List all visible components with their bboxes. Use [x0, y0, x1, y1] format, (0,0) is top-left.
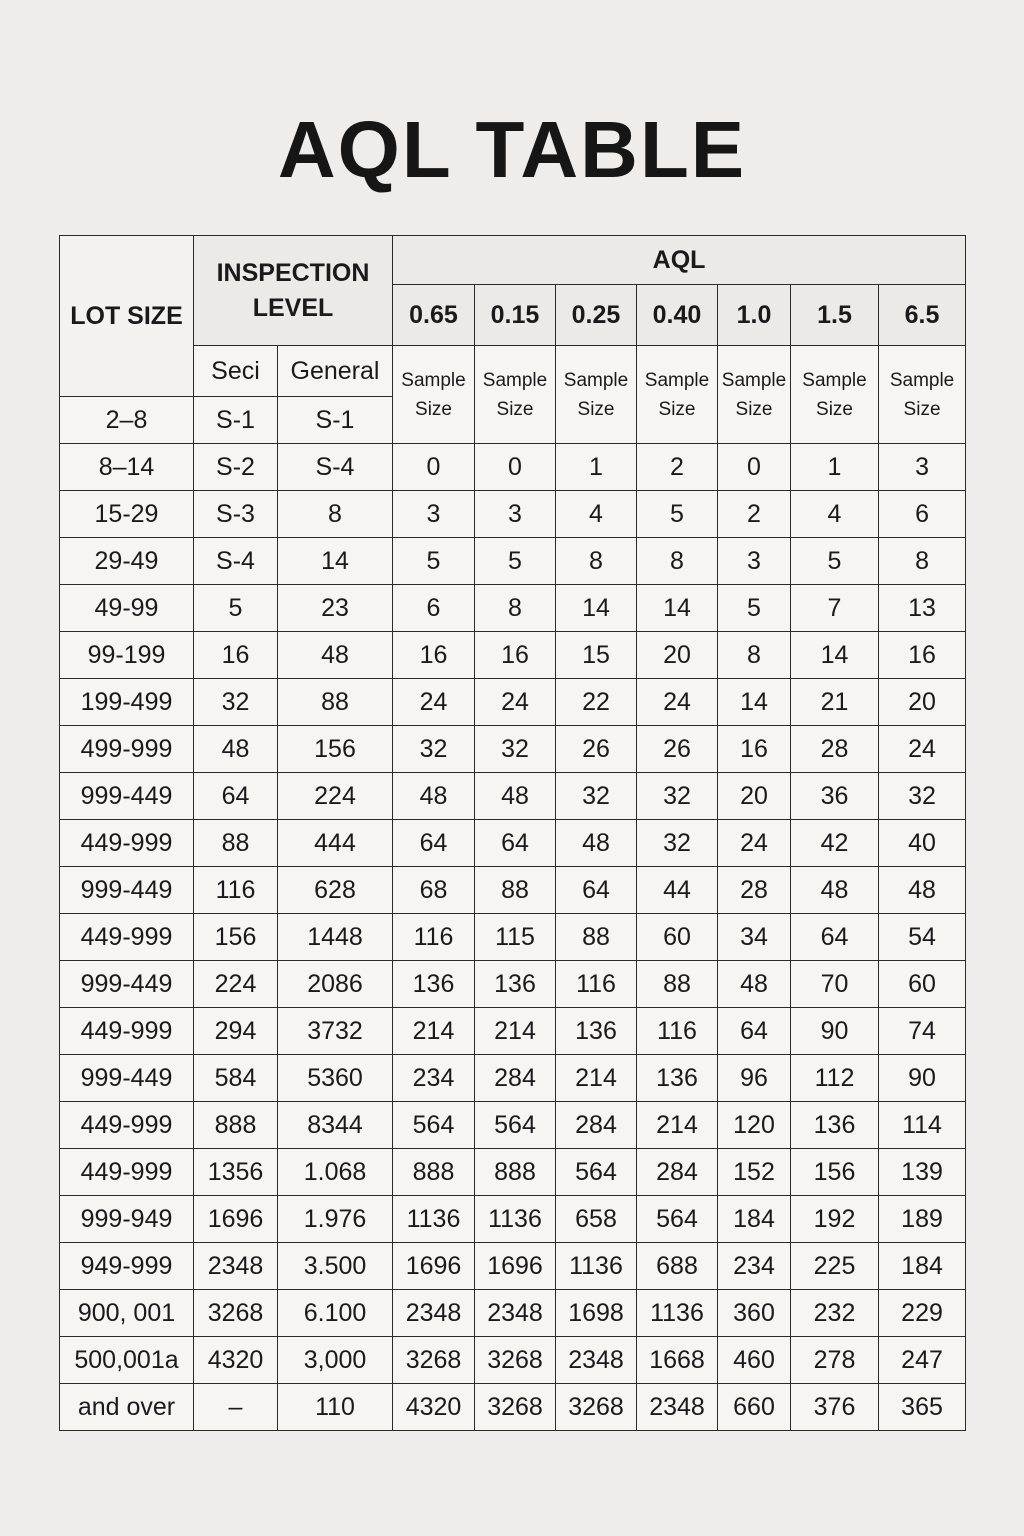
special-level-cell: S-2 [194, 444, 278, 491]
sample-size-cell: 88 [637, 961, 718, 1008]
lot-size-cell: and over [60, 1384, 194, 1431]
sample-size-header: Sample Size [393, 346, 475, 444]
sample-size-cell: 1136 [556, 1243, 637, 1290]
sample-size-cell: 48 [718, 961, 791, 1008]
sample-size-cell: 2348 [393, 1290, 475, 1337]
sample-size-cell: 24 [393, 679, 475, 726]
lot-size-cell: 499-999 [60, 726, 194, 773]
sample-size-cell: 1136 [637, 1290, 718, 1337]
special-level-cell: – [194, 1384, 278, 1431]
lot-size-cell: 500,001a [60, 1337, 194, 1384]
sample-size-cell: 3268 [475, 1384, 556, 1431]
sample-size-cell: 28 [718, 867, 791, 914]
aql-value-header: 0.40 [637, 285, 718, 346]
lot-size-cell: 999-449 [60, 961, 194, 1008]
general-level-cell: 1.976 [278, 1196, 393, 1243]
lot-size-cell: 29-49 [60, 538, 194, 585]
general-level-cell: 48 [278, 632, 393, 679]
sample-size-header: Sample Size [718, 346, 791, 444]
sample-size-cell: 15 [556, 632, 637, 679]
sample-size-cell: 1136 [475, 1196, 556, 1243]
lot-size-cell: 449-999 [60, 1149, 194, 1196]
sample-size-cell: 3268 [556, 1384, 637, 1431]
sample-size-cell: 214 [556, 1055, 637, 1102]
header-row-3 [60, 346, 966, 397]
table-row [60, 538, 966, 585]
sample-size-cell: 189 [879, 1196, 966, 1243]
sample-size-cell: 660 [718, 1384, 791, 1431]
sample-size-cell: 8 [718, 632, 791, 679]
sample-size-cell: 70 [791, 961, 879, 1008]
sample-size-cell: 8 [879, 538, 966, 585]
general-level-cell: 6.100 [278, 1290, 393, 1337]
sample-size-cell: 3268 [393, 1337, 475, 1384]
sample-size-cell: 6 [393, 585, 475, 632]
sample-size-cell: 8 [475, 585, 556, 632]
lot-size-cell: 999-449 [60, 867, 194, 914]
lot-size-cell: 2–8 [60, 397, 194, 444]
sample-size-cell: 564 [475, 1102, 556, 1149]
sample-size-cell: 116 [556, 961, 637, 1008]
general-level-cell: 8 [278, 491, 393, 538]
general-level-header: General [278, 346, 393, 397]
aql-table [59, 235, 966, 1431]
aql-value-header: 0.65 [393, 285, 475, 346]
special-level-cell: 64 [194, 773, 278, 820]
sample-size-cell: 4 [556, 491, 637, 538]
sample-size-cell: 14 [718, 679, 791, 726]
header-row-1 [60, 236, 966, 285]
sample-size-cell: 16 [393, 632, 475, 679]
sample-size-cell: 184 [879, 1243, 966, 1290]
general-level-cell: 1448 [278, 914, 393, 961]
general-level-cell: 88 [278, 679, 393, 726]
sample-size-cell: 26 [556, 726, 637, 773]
sample-size-cell: 2348 [556, 1337, 637, 1384]
sample-size-cell: 1136 [393, 1196, 475, 1243]
table-row [60, 632, 966, 679]
sample-size-cell: 16 [718, 726, 791, 773]
sample-size-cell: 5 [791, 538, 879, 585]
sample-size-cell: 74 [879, 1008, 966, 1055]
sample-size-cell: 564 [556, 1149, 637, 1196]
sample-size-cell: 152 [718, 1149, 791, 1196]
sample-size-cell: 688 [637, 1243, 718, 1290]
sample-size-header: Sample Size [475, 346, 556, 444]
sample-size-cell: 360 [718, 1290, 791, 1337]
sample-size-cell: 0 [475, 444, 556, 491]
special-level-cell: 88 [194, 820, 278, 867]
special-level-cell: 32 [194, 679, 278, 726]
special-level-cell: S-1 [194, 397, 278, 444]
sample-size-cell: 232 [791, 1290, 879, 1337]
general-level-cell: 156 [278, 726, 393, 773]
sample-size-cell: 24 [475, 679, 556, 726]
special-level-cell: 224 [194, 961, 278, 1008]
sample-size-cell: 3 [475, 491, 556, 538]
lot-size-cell: 449-999 [60, 820, 194, 867]
aql-value-header: 1.5 [791, 285, 879, 346]
sample-size-cell: 888 [393, 1149, 475, 1196]
sample-size-cell: 1668 [637, 1337, 718, 1384]
special-level-cell: 1356 [194, 1149, 278, 1196]
general-level-cell: 3732 [278, 1008, 393, 1055]
general-level-cell: S-4 [278, 444, 393, 491]
lot-size-cell: 449-999 [60, 1102, 194, 1149]
general-level-cell: 14 [278, 538, 393, 585]
lot-size-header: LOT SIZE [60, 236, 194, 397]
table-row [60, 491, 966, 538]
sample-size-cell: 3 [879, 444, 966, 491]
general-level-cell: 110 [278, 1384, 393, 1431]
sample-size-cell: 48 [556, 820, 637, 867]
special-level-cell: 48 [194, 726, 278, 773]
general-level-cell: 3,000 [278, 1337, 393, 1384]
sample-size-cell: 42 [791, 820, 879, 867]
sample-size-cell: 564 [393, 1102, 475, 1149]
lot-size-cell: 999-449 [60, 1055, 194, 1102]
sample-size-cell: 2348 [637, 1384, 718, 1431]
special-level-cell: 584 [194, 1055, 278, 1102]
lot-size-cell: 949-999 [60, 1243, 194, 1290]
sample-size-cell: 64 [718, 1008, 791, 1055]
sample-size-cell: 48 [393, 773, 475, 820]
special-level-cell: 116 [194, 867, 278, 914]
sample-size-cell: 8 [556, 538, 637, 585]
sample-size-header: Sample Size [637, 346, 718, 444]
sample-size-cell: 1696 [475, 1243, 556, 1290]
sample-size-header: Sample Size [791, 346, 879, 444]
special-level-cell: S-3 [194, 491, 278, 538]
sample-size-cell: 888 [475, 1149, 556, 1196]
table-row [60, 1337, 966, 1384]
aql-value-header: 0.15 [475, 285, 556, 346]
sample-size-cell: 2 [637, 444, 718, 491]
sample-size-cell: 20 [637, 632, 718, 679]
special-level-cell: 5 [194, 585, 278, 632]
table-row [60, 1008, 966, 1055]
sample-size-cell: 60 [637, 914, 718, 961]
sample-size-cell: 3 [718, 538, 791, 585]
sample-size-cell: 234 [718, 1243, 791, 1290]
sample-size-cell: 48 [791, 867, 879, 914]
sample-size-cell: 22 [556, 679, 637, 726]
sample-size-cell: 116 [637, 1008, 718, 1055]
sample-size-cell: 247 [879, 1337, 966, 1384]
sample-size-cell: 4 [791, 491, 879, 538]
sample-size-cell: 278 [791, 1337, 879, 1384]
table-row [60, 1290, 966, 1337]
sample-size-cell: 14 [791, 632, 879, 679]
sample-size-cell: 21 [791, 679, 879, 726]
special-level-cell: S-4 [194, 538, 278, 585]
sample-size-cell: 5 [475, 538, 556, 585]
general-level-cell: 5360 [278, 1055, 393, 1102]
sample-size-cell: 136 [475, 961, 556, 1008]
sample-size-cell: 0 [393, 444, 475, 491]
table-row [60, 1243, 966, 1290]
sample-size-cell: 2 [718, 491, 791, 538]
sample-size-cell: 28 [791, 726, 879, 773]
sample-size-cell: 234 [393, 1055, 475, 1102]
general-level-cell: 444 [278, 820, 393, 867]
table-row [60, 820, 966, 867]
sample-size-cell: 1696 [393, 1243, 475, 1290]
sample-size-cell: 225 [791, 1243, 879, 1290]
table-row [60, 726, 966, 773]
special-level-cell: 294 [194, 1008, 278, 1055]
sample-size-cell: 48 [475, 773, 556, 820]
table-row [60, 1055, 966, 1102]
sample-size-cell: 139 [879, 1149, 966, 1196]
sample-size-header: Sample Size [556, 346, 637, 444]
sample-size-cell: 5 [637, 491, 718, 538]
special-level-cell: 4320 [194, 1337, 278, 1384]
sample-size-cell: 32 [393, 726, 475, 773]
table-row [60, 773, 966, 820]
sample-size-cell: 36 [791, 773, 879, 820]
table-row [60, 867, 966, 914]
sample-size-cell: 13 [879, 585, 966, 632]
sample-size-cell: 114 [879, 1102, 966, 1149]
table-row [60, 1149, 966, 1196]
sample-size-cell: 44 [637, 867, 718, 914]
lot-size-cell: 449-999 [60, 914, 194, 961]
sample-size-cell: 88 [475, 867, 556, 914]
special-level-cell: 2348 [194, 1243, 278, 1290]
sample-size-cell: 54 [879, 914, 966, 961]
sample-size-cell: 20 [718, 773, 791, 820]
sample-size-cell: 115 [475, 914, 556, 961]
sample-size-cell: 136 [556, 1008, 637, 1055]
sample-size-cell: 32 [637, 773, 718, 820]
table-row [60, 961, 966, 1008]
sample-size-cell: 284 [475, 1055, 556, 1102]
sample-size-cell: 88 [556, 914, 637, 961]
aql-table-body [60, 444, 966, 1431]
sample-size-cell: 0 [718, 444, 791, 491]
lot-size-cell: 15-29 [60, 491, 194, 538]
sample-size-cell: 16 [879, 632, 966, 679]
general-level-cell: 2086 [278, 961, 393, 1008]
sample-size-cell: 156 [791, 1149, 879, 1196]
sample-size-cell: 284 [637, 1149, 718, 1196]
sample-size-cell: 136 [393, 961, 475, 1008]
general-level-cell: 3.500 [278, 1243, 393, 1290]
page-title: AQL TABLE [277, 105, 747, 194]
sample-size-cell: 68 [393, 867, 475, 914]
table-row [60, 585, 966, 632]
sample-size-cell: 32 [475, 726, 556, 773]
table-row [60, 1384, 966, 1431]
special-level-cell: 1696 [194, 1196, 278, 1243]
lot-size-cell: 8–14 [60, 444, 194, 491]
sample-size-cell: 8 [637, 538, 718, 585]
lot-size-cell: 49-99 [60, 585, 194, 632]
lot-size-cell: 199-499 [60, 679, 194, 726]
sample-size-cell: 214 [637, 1102, 718, 1149]
table-row [60, 679, 966, 726]
sample-size-cell: 658 [556, 1196, 637, 1243]
sample-size-cell: 40 [879, 820, 966, 867]
table-row [60, 1102, 966, 1149]
sample-size-cell: 64 [475, 820, 556, 867]
sample-size-cell: 112 [791, 1055, 879, 1102]
sample-size-cell: 229 [879, 1290, 966, 1337]
sample-size-cell: 48 [879, 867, 966, 914]
sample-size-cell: 64 [393, 820, 475, 867]
general-level-cell: 23 [278, 585, 393, 632]
sample-size-cell: 1 [556, 444, 637, 491]
sample-size-cell: 64 [791, 914, 879, 961]
sample-size-cell: 214 [393, 1008, 475, 1055]
lot-size-cell: 999-449 [60, 773, 194, 820]
lot-size-cell: 99-199 [60, 632, 194, 679]
aql-value-header: 6.5 [879, 285, 966, 346]
aql-header: AQL [393, 236, 966, 285]
sample-size-cell: 460 [718, 1337, 791, 1384]
sample-size-cell: 1698 [556, 1290, 637, 1337]
sample-size-cell: 365 [879, 1384, 966, 1431]
special-level-cell: 888 [194, 1102, 278, 1149]
sample-size-cell: 120 [718, 1102, 791, 1149]
table-row [60, 1196, 966, 1243]
sample-size-cell: 4320 [393, 1384, 475, 1431]
sample-size-cell: 1 [791, 444, 879, 491]
aql-value-header: 1.0 [718, 285, 791, 346]
sample-size-cell: 14 [556, 585, 637, 632]
sample-size-cell: 3268 [475, 1337, 556, 1384]
general-level-cell: 1.068 [278, 1149, 393, 1196]
sample-size-cell: 6 [879, 491, 966, 538]
sample-size-cell: 64 [556, 867, 637, 914]
sample-size-cell: 3 [393, 491, 475, 538]
general-level-cell: 628 [278, 867, 393, 914]
lot-size-cell: 999-949 [60, 1196, 194, 1243]
sample-size-cell: 214 [475, 1008, 556, 1055]
lot-size-cell: 449-999 [60, 1008, 194, 1055]
sample-size-cell: 5 [718, 585, 791, 632]
general-level-cell: 8344 [278, 1102, 393, 1149]
sample-size-cell: 7 [791, 585, 879, 632]
special-level-header: Seci [194, 346, 278, 397]
sample-size-cell: 32 [556, 773, 637, 820]
sample-size-cell: 564 [637, 1196, 718, 1243]
sample-size-cell: 14 [637, 585, 718, 632]
table-row [60, 914, 966, 961]
inspection-level-header: INSPECTION LEVEL [194, 236, 393, 346]
sample-size-cell: 136 [791, 1102, 879, 1149]
sample-size-cell: 16 [475, 632, 556, 679]
sample-size-cell: 34 [718, 914, 791, 961]
sample-size-cell: 184 [718, 1196, 791, 1243]
sample-size-cell: 20 [879, 679, 966, 726]
sample-size-cell: 136 [637, 1055, 718, 1102]
sample-size-cell: 376 [791, 1384, 879, 1431]
sample-size-header: Sample Size [879, 346, 966, 444]
sample-size-cell: 24 [879, 726, 966, 773]
lot-size-cell: 900, 001 [60, 1290, 194, 1337]
sample-size-cell: 284 [556, 1102, 637, 1149]
sample-size-cell: 24 [718, 820, 791, 867]
sample-size-cell: 26 [637, 726, 718, 773]
table-row [60, 444, 966, 491]
sample-size-cell: 5 [393, 538, 475, 585]
sample-size-cell: 2348 [475, 1290, 556, 1337]
aql-value-header: 0.25 [556, 285, 637, 346]
sample-size-cell: 192 [791, 1196, 879, 1243]
general-level-cell: 224 [278, 773, 393, 820]
sample-size-cell: 90 [791, 1008, 879, 1055]
sample-size-cell: 60 [879, 961, 966, 1008]
general-level-cell: S-1 [278, 397, 393, 444]
sample-size-cell: 90 [879, 1055, 966, 1102]
special-level-cell: 16 [194, 632, 278, 679]
sample-size-cell: 32 [879, 773, 966, 820]
sample-size-cell: 96 [718, 1055, 791, 1102]
special-level-cell: 156 [194, 914, 278, 961]
sample-size-cell: 116 [393, 914, 475, 961]
special-level-cell: 3268 [194, 1290, 278, 1337]
sample-size-cell: 32 [637, 820, 718, 867]
sample-size-cell: 24 [637, 679, 718, 726]
